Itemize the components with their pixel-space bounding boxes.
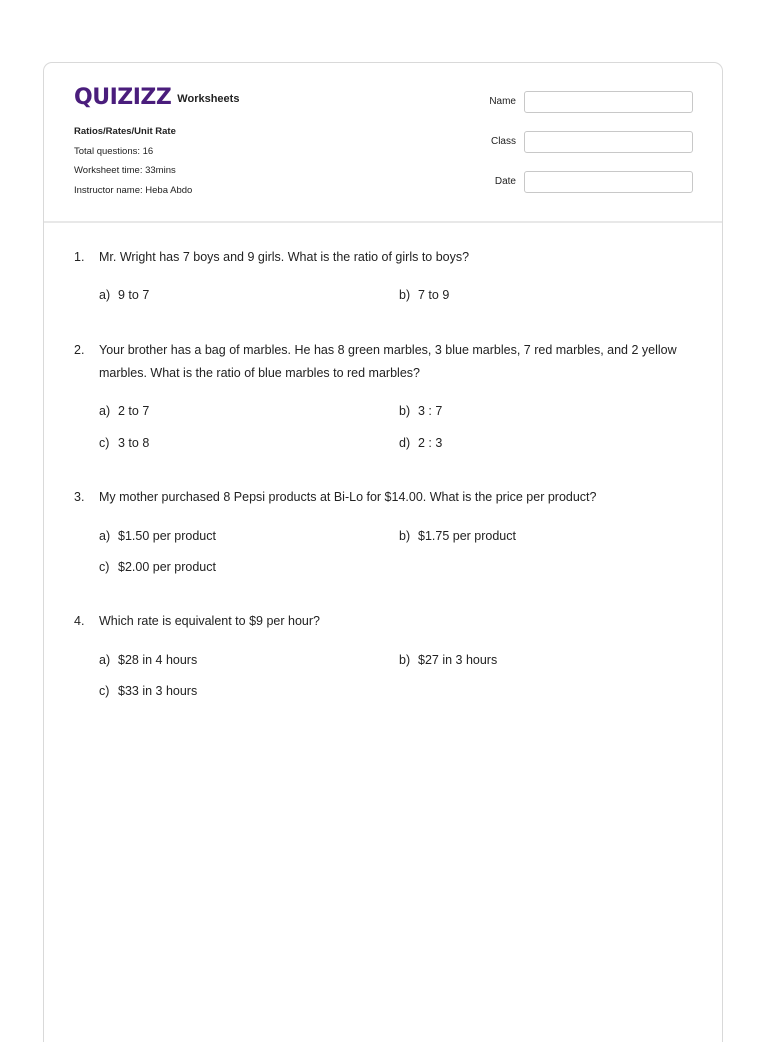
option-letter: b)	[399, 653, 411, 667]
brand	[74, 85, 239, 110]
option-d	[399, 436, 442, 450]
option-letter: d)	[399, 436, 411, 450]
option-text: $33 in 3 hours	[118, 684, 198, 698]
instructor-name: Instructor name: Heba Abdo	[74, 185, 193, 196]
option-a	[99, 653, 197, 667]
option-b	[399, 653, 497, 667]
option-b	[399, 529, 516, 543]
option-text: $1.50 per product	[118, 529, 216, 543]
option-letter: a)	[99, 529, 111, 543]
option-letter: a)	[99, 288, 111, 302]
name-field[interactable]	[524, 91, 693, 113]
option-b	[399, 404, 442, 418]
option-letter: c)	[99, 436, 110, 450]
option-text: 3 to 8	[118, 436, 150, 450]
option-text: 7 to 9	[418, 288, 450, 302]
option-text: 2 to 7	[118, 404, 150, 418]
question-number: 4.	[74, 614, 85, 628]
worksheet-time: Worksheet time: 33mins	[74, 165, 176, 176]
option-text: $28 in 4 hours	[118, 653, 198, 667]
worksheet-header	[44, 63, 722, 223]
date-label: Date	[494, 176, 516, 187]
class-field[interactable]	[524, 131, 693, 153]
worksheet-title: Ratios/Rates/Unit Rate	[74, 126, 176, 137]
option-text: $1.75 per product	[418, 529, 516, 543]
option-letter: b)	[399, 404, 411, 418]
option-a	[99, 288, 149, 302]
worksheet-page	[43, 62, 723, 1042]
quizizz-logo: QUIZIZZ	[74, 85, 172, 110]
question-text: My mother purchased 8 Pepsi products at Bi-Lo for $14.00. What is the price per product?	[99, 490, 597, 504]
option-letter: c)	[99, 684, 110, 698]
class-label: Class	[490, 136, 516, 147]
total-questions: Total questions: 16	[74, 146, 154, 157]
option-letter: c)	[99, 560, 110, 574]
option-a	[99, 404, 149, 418]
option-b	[399, 288, 449, 302]
option-text: 3 : 7	[418, 404, 443, 418]
option-letter: a)	[99, 404, 111, 418]
option-a	[99, 529, 216, 543]
date-field[interactable]	[524, 171, 693, 193]
option-c	[99, 560, 216, 574]
logo-subtitle: Worksheets	[177, 92, 240, 105]
option-letter: a)	[99, 653, 111, 667]
question-text: Your brother has a bag of marbles. He has 8 green marbles, 3 blue marbles, 7 red marbles, and 2 yellow marbles. What is the ratio of blue marbles to red marbles?	[99, 343, 677, 380]
option-text: $27 in 3 hours	[418, 653, 498, 667]
name-label: Name	[489, 96, 516, 107]
option-c	[99, 436, 149, 450]
option-c	[99, 684, 197, 698]
question-text: Mr. Wright has 7 boys and 9 girls. What is the ratio of girls to boys?	[99, 250, 470, 264]
question-number: 2.	[74, 343, 85, 357]
option-letter: b)	[399, 529, 411, 543]
question-number: 1.	[74, 250, 85, 264]
question-text: Which rate is equivalent to $9 per hour?	[99, 614, 320, 628]
option-text: $2.00 per product	[118, 560, 216, 574]
question-number: 3.	[74, 490, 85, 504]
option-text: 9 to 7	[118, 288, 150, 302]
option-letter: b)	[399, 288, 411, 302]
option-text: 2 : 3	[418, 436, 443, 450]
